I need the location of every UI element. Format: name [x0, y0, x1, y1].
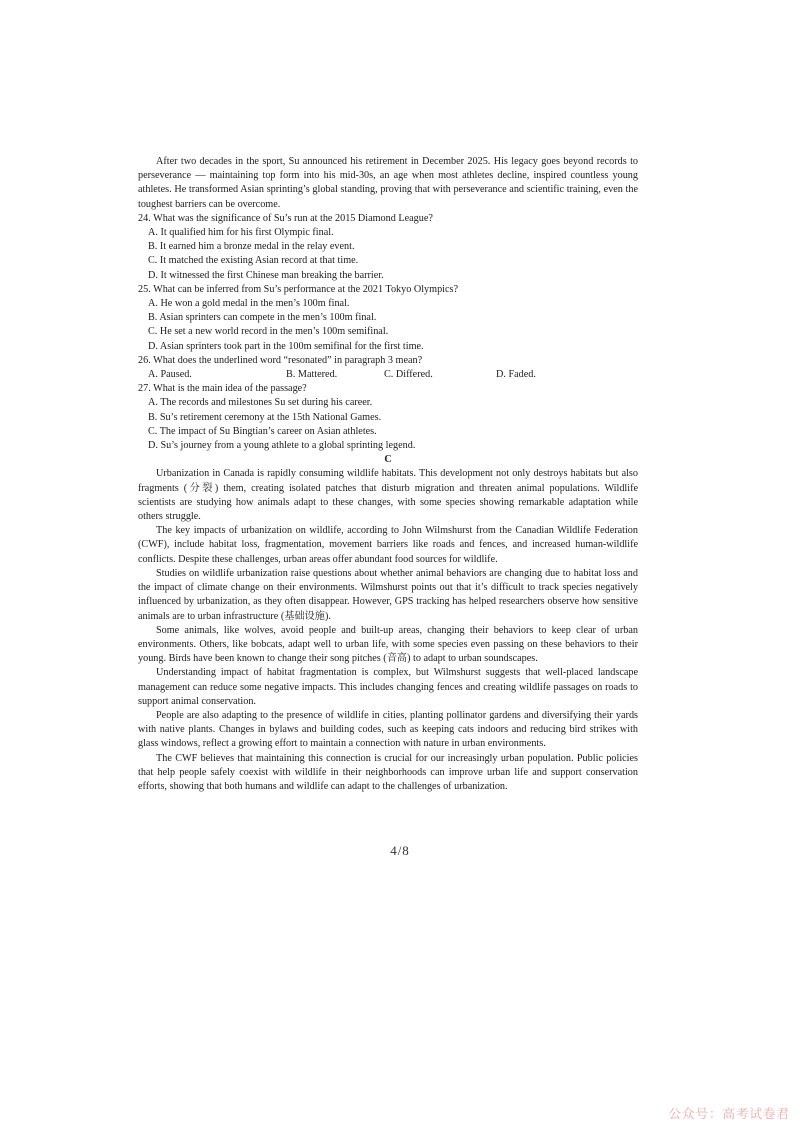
passage-c-paragraph-7: The CWF believes that maintaining this connection is crucial for our increasingly urban population. Public policies that help people safely coexist with wildlife in their neighborhoods can improve urban life and support conservation efforts, showing that both humans and wildlife can adapt to the challenges of urbanization. — [138, 752, 638, 792]
question-stem: 24. What was the significance of Su’s run at the 2015 Diamond League? — [138, 212, 433, 224]
passage-c-paragraph-3: Studies on wildlife urbanization raise questions about whether animal behaviors are changing due to habitat loss and the impact of climate change on their environments. Wilmshurst points out that it’s difficult to track species negatively influenced by urbanization, as they often disappear. However, GPS tracking has helped researchers observe how sensitive animals are to urban infrastructure (基础设施). — [138, 567, 638, 622]
option-a: A. It qualified him for his first Olympic final. — [148, 227, 334, 239]
option-c: C. It matched the existing Asian record at that time. — [148, 255, 359, 267]
passage-c-paragraph-4: Some animals, like wolves, avoid people and built-up areas, changing their behaviors to keep clear of urban environments. Others, like bobcats, adapt well to urban life, with some species even passing on these behaviors to their young. Birds have been known to change their song pitches (音高) to adapt to urban soundscapes. — [138, 624, 638, 665]
question-24 — [138, 212, 638, 283]
option-a: A. Paused. — [148, 369, 192, 381]
page-number: 4/8 — [390, 843, 410, 858]
option-a: A. The records and milestones Su set during his career. — [148, 397, 373, 409]
option-d: D. It witnessed the first Chinese man breaking the barrier. — [148, 269, 384, 281]
option-c: C. He set a new world record in the men’s 100m semifinal. — [148, 326, 389, 338]
watermark: 公众号：高考试卷君 — [668, 1106, 790, 1121]
option-c: C. Differed. — [384, 369, 433, 381]
passage-c-paragraph-2: The key impacts of urbanization on wildlife, according to John Wilmshurst from the Canadian Wildlife Federation (CWF), include habitat loss, fragmentation, movement barriers like roads and fences, and increased human-wildlife conflicts. Despite these challenges, urban areas offer abundant food sources for wildlife. — [138, 525, 638, 565]
passage-b-conclusion: After two decades in the sport, Su announced his retirement in December 2025. His legacy goes beyond records to perseverance — maintaining top form into his mid-30s, an age when most athletes decline, inspired countless young athletes. He transformed Asian sprinting’s global standing, proving that with perseverance and scientific training, even the toughest barriers can be overcome. — [138, 156, 638, 210]
option-d: D. Su’s journey from a young athlete to a global sprinting legend. — [148, 440, 416, 452]
stem-part: 26. What does the underlined word “ — [138, 354, 289, 366]
question-stem: 27. What is the main idea of the passage? — [138, 383, 307, 395]
option-d: D. Asian sprinters took part in the 100m semifinal for the first time. — [148, 340, 424, 352]
option-b: B. Mattered. — [286, 369, 338, 381]
question-27 — [138, 382, 638, 453]
option-b: B. Su’s retirement ceremony at the 15th National Games. — [148, 411, 382, 423]
option-c: C. The impact of Su Bingtian’s career on Asian athletes. — [148, 425, 377, 437]
option-d: D. Faded. — [496, 369, 536, 381]
options-row — [148, 368, 638, 382]
option-b: B. Asian sprinters can compete in the men’s 100m final. — [148, 312, 377, 324]
underlined-word: resonated — [288, 354, 328, 366]
stem-part: ” in paragraph 3 mean? — [327, 354, 423, 366]
passage-c-paragraph-1: Urbanization in Canada is rapidly consuming wildlife habitats. This development not only destroys habitats but also fragments (分裂) them, creating isolated patches that disturb migration and threaten animal populations. Wildlife scientists are studying how animals adapt to these changes, with some species showing remarkable adaptation while others struggle. — [138, 468, 638, 523]
question-25 — [138, 283, 638, 354]
question-26 — [138, 354, 638, 382]
section-heading: C — [384, 454, 392, 466]
question-stem: 25. What can be inferred from Su’s performance at the 2021 Tokyo Olympics? — [138, 283, 459, 295]
passage-c-paragraph-5: Understanding impact of habitat fragmentation is complex, but Wilmshurst suggests that well-placed landscape management can reduce some negative impacts. This includes changing fences and creating wildlife passages on roads to support animal conservation. — [138, 667, 638, 707]
question-stem — [138, 354, 638, 368]
passage-c-paragraph-6: People are also adapting to the presence of wildlife in cities, planting pollinator gardens and diversifying their yards with native plants. Changes in bylaws and building codes, such as keeping cats indoors and reducing bird strikes with glass windows, reflect a growing effort to maintain a connection with nature in urban environments. — [138, 709, 638, 750]
option-a: A. He won a gold medal in the men’s 100m final. — [148, 298, 350, 310]
page-content — [138, 155, 638, 794]
option-b: B. It earned him a bronze medal in the relay event. — [148, 241, 355, 253]
